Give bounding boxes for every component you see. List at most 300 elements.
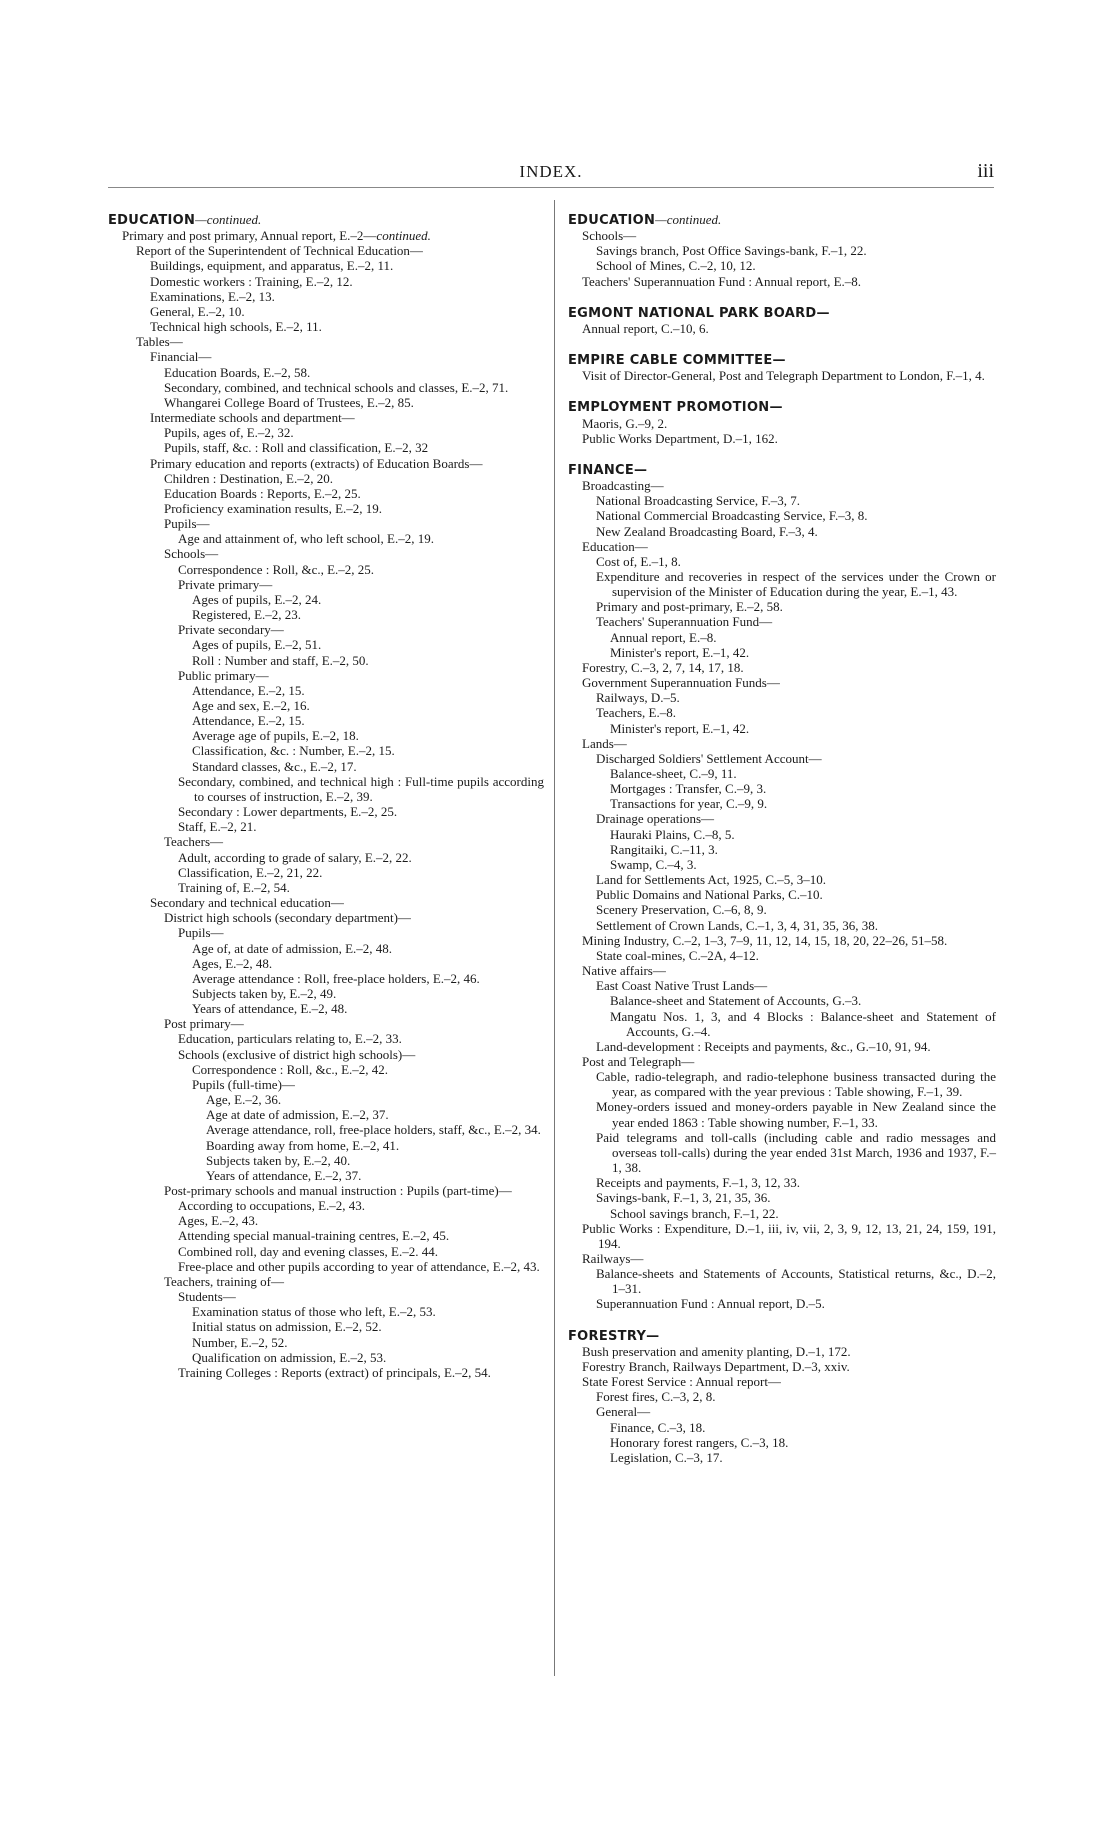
- entry-text: Education—: [582, 538, 648, 554]
- entry-text: Annual report, C.–10, 6.: [582, 320, 709, 336]
- index-entry: [108, 1183, 544, 1198]
- entry-text: Public Works : Expenditure, D.–1, iii, iv, vii, 2, 3, 9, 12, 13, 21, 24, 159, 191, 194.: [582, 1220, 996, 1251]
- entry-text: Balance-sheet and Statement of Accounts, G.–3.: [610, 993, 862, 1009]
- entry-text: Buildings, equipment, and apparatus, E.–2, 11.: [150, 258, 394, 274]
- entry-text: FORESTRY—: [568, 1328, 660, 1344]
- entry-text: Training Colleges : Reports (extract) of principals, E.–2, 54.: [178, 1364, 491, 1380]
- index-entry: [108, 349, 544, 364]
- entry-text: Secondary, combined, and technical schools and classes, E.–2, 71.: [164, 379, 509, 395]
- entry-text: Education Boards, E.–2, 58.: [164, 364, 311, 380]
- entry-text: Average attendance, roll, free-place holders, staff, &c., E.–2, 34.: [206, 1122, 541, 1138]
- entry-text: General, E.–2, 10.: [150, 303, 245, 319]
- header-rule: [108, 187, 994, 188]
- index-column-right: [568, 212, 996, 1465]
- entry-text: Number, E.–2, 52.: [192, 1334, 288, 1350]
- entry-text: Domestic workers : Training, E.–2, 12.: [150, 273, 353, 289]
- entry-text: Maoris, G.–9, 2.: [582, 415, 668, 431]
- index-entry: [108, 1031, 544, 1046]
- index-entry: [568, 948, 996, 963]
- index-entry: [568, 1296, 996, 1311]
- index-heading: [568, 1329, 996, 1344]
- entry-text: Cost of, E.–1, 8.: [596, 553, 681, 569]
- entry-text: Classification, E.–2, 21, 22.: [178, 864, 323, 880]
- index-entry: [568, 1130, 996, 1175]
- index-entry: [568, 1175, 996, 1190]
- index-entry: [108, 1365, 544, 1380]
- index-entry: [568, 842, 996, 857]
- entry-text: Adult, according to grade of salary, E.–2, 22.: [178, 849, 412, 865]
- index-entry: [108, 1107, 544, 1122]
- entry-text: Standard classes, &c., E.–2, 17.: [192, 758, 357, 774]
- entry-text: Cable, radio-telegraph, and radio-telephone business transacted during the year, as compared with the year previous : Table showing, F.–1, 39.: [596, 1069, 996, 1100]
- index-entry: [568, 1221, 996, 1251]
- index-entry: [108, 1335, 544, 1350]
- index-entry: [568, 1099, 996, 1129]
- entry-text: Minister's report, E.–1, 42.: [610, 644, 750, 660]
- index-entry: [568, 1190, 996, 1205]
- index-entry: [568, 1359, 996, 1374]
- index-entry: [568, 321, 996, 336]
- index-heading: [568, 212, 996, 228]
- index-entry: [568, 416, 996, 431]
- index-entry: [568, 1054, 996, 1069]
- entry-text: Age, E.–2, 36.: [206, 1092, 282, 1108]
- index-entry: [108, 486, 544, 501]
- entry-text: Examinations, E.–2, 13.: [150, 288, 275, 304]
- index-entry: [108, 607, 544, 622]
- index-entry: [108, 410, 544, 425]
- page-number: iii: [977, 160, 994, 182]
- entry-text: Mortgages : Transfer, C.–9, 3.: [610, 781, 767, 797]
- continued-note: —continued.: [655, 212, 722, 227]
- index-entry: [108, 971, 544, 986]
- index-entry: [568, 1251, 996, 1266]
- index-entry: [108, 1274, 544, 1289]
- entry-text: Visit of Director-General, Post and Telegraph Department to London, F.–1, 4.: [582, 368, 985, 384]
- entry-text: Private secondary—: [178, 622, 284, 638]
- index-entry: [568, 751, 996, 766]
- entry-text: Money-orders issued and money-orders payable in New Zealand since the year ended 1863 : Table showing number, F.–1, 33.: [596, 1099, 996, 1130]
- entry-text: Roll : Number and staff, E.–2, 50.: [192, 652, 369, 668]
- index-entry: [108, 1319, 544, 1334]
- index-entry: [108, 1016, 544, 1031]
- continued-note: continued.: [376, 228, 431, 244]
- entry-text: Ages of pupils, E.–2, 24.: [192, 591, 322, 607]
- entry-text: Land for Settlements Act, 1925, C.–5, 3–10.: [596, 872, 827, 888]
- entry-text: Average age of pupils, E.–2, 18.: [192, 728, 359, 744]
- index-entry: [108, 1213, 544, 1228]
- continued-note: —continued.: [195, 212, 262, 227]
- entry-text: Balance-sheets and Statements of Accounts, Statistical returns, &c., D.–2, 1–31.: [596, 1266, 996, 1297]
- entry-text: Mangatu Nos. 1, 3, and 4 Blocks : Balance-sheet and Statement of Accounts, G.–4.: [610, 1008, 996, 1039]
- index-entry: [568, 1009, 996, 1039]
- index-entry: [108, 425, 544, 440]
- entry-text: Age and attainment of, who left school, E.–2, 19.: [178, 531, 434, 547]
- entry-text: Post and Telegraph—: [582, 1053, 695, 1069]
- entry-text: EDUCATION: [108, 213, 196, 228]
- index-entry: [108, 546, 544, 561]
- index-entry: [568, 508, 996, 523]
- entry-text: Post primary—: [164, 1016, 244, 1032]
- index-entry: [108, 289, 544, 304]
- index-entry: [568, 993, 996, 1008]
- index-entry: [568, 827, 996, 842]
- index-heading: [568, 400, 996, 415]
- entry-text: Intermediate schools and department—: [150, 410, 355, 426]
- entry-text: Education Boards : Reports, E.–2, 25.: [164, 485, 361, 501]
- entry-text: Years of attendance, E.–2, 37.: [206, 1167, 362, 1183]
- index-entry: [568, 630, 996, 645]
- index-entry: [568, 368, 996, 383]
- entry-text: Teachers' Superannuation Fund—: [596, 614, 773, 630]
- entry-text: Transactions for year, C.–9, 9.: [610, 796, 768, 812]
- index-entry: [108, 834, 544, 849]
- index-entry: [108, 516, 544, 531]
- entry-text: Pupils—: [164, 516, 210, 532]
- entry-text: Registered, E.–2, 23.: [192, 607, 302, 623]
- entry-text: Discharged Soldiers' Settlement Account—: [596, 750, 822, 766]
- index-entry: [568, 872, 996, 887]
- index-entry: [568, 902, 996, 917]
- index-entry: [108, 819, 544, 834]
- index-entry: [568, 274, 996, 289]
- index-entry: [108, 956, 544, 971]
- entry-text: Children : Destination, E.–2, 20.: [164, 470, 333, 486]
- index-entry: [108, 440, 544, 455]
- entry-text: Pupils (full-time)—: [192, 1076, 295, 1092]
- index-entry: [108, 713, 544, 728]
- index-entry: [108, 1259, 544, 1274]
- entry-text: FINANCE—: [568, 462, 648, 478]
- entry-text: Railways—: [582, 1251, 644, 1266]
- entry-text: Teachers, training of—: [164, 1273, 285, 1289]
- index-entry: [108, 1122, 544, 1137]
- entry-text: Settlement of Crown Lands, C.–1, 3, 4, 31, 35, 36, 38.: [596, 917, 879, 933]
- entry-text: Examination status of those who left, E.–2, 53.: [192, 1304, 436, 1320]
- entry-text: Land-development : Receipts and payments, &c., G.–10, 91, 94.: [596, 1038, 931, 1054]
- entry-text: Post-primary schools and manual instruction : Pupils (part-time)—: [164, 1183, 512, 1198]
- entry-text: General—: [596, 1404, 651, 1420]
- entry-text: Attending special manual-training centres, E.–2, 45.: [178, 1228, 450, 1244]
- entry-text: Superannuation Fund : Annual report, D.–5.: [596, 1296, 825, 1312]
- entry-text: National Broadcasting Service, F.–3, 7.: [596, 493, 801, 509]
- entry-text: Teachers—: [164, 834, 224, 850]
- index-entry: [108, 683, 544, 698]
- index-entry: [108, 274, 544, 289]
- entry-text: Savings-bank, F.–1, 3, 21, 35, 36.: [596, 1190, 771, 1206]
- index-entry: [568, 258, 996, 273]
- entry-text: East Coast Native Trust Lands—: [596, 978, 768, 994]
- entry-text: Report of the Superintendent of Technical Education—: [136, 243, 423, 259]
- index-entry: [568, 705, 996, 720]
- index-heading: [568, 306, 996, 321]
- index-entry: [108, 698, 544, 713]
- entry-text: Rangitaiki, C.–11, 3.: [610, 841, 718, 857]
- index-entry: [108, 804, 544, 819]
- index-entry: [108, 925, 544, 940]
- index-entry: [108, 1062, 544, 1077]
- entry-text: School savings branch, F.–1, 22.: [610, 1205, 779, 1221]
- entry-text: State coal-mines, C.–2A, 4–12.: [596, 947, 759, 963]
- page-header: [108, 160, 994, 190]
- index-entry: [108, 1138, 544, 1153]
- entry-text: Years of attendance, E.–2, 48.: [192, 1001, 348, 1017]
- entry-text: Public Domains and National Parks, C.–10.: [596, 887, 823, 903]
- page-title: INDEX.: [519, 162, 583, 181]
- entry-text: Forestry, C.–3, 2, 7, 14, 17, 18.: [582, 659, 744, 675]
- index-entry: [568, 431, 996, 446]
- index-entry: [108, 1168, 544, 1183]
- entry-text: Minister's report, E.–1, 42.: [610, 720, 750, 736]
- entry-text: Public primary—: [178, 667, 269, 683]
- index-entry: [108, 1077, 544, 1092]
- entry-text: Savings branch, Post Office Savings-bank, F.–1, 22.: [596, 243, 867, 259]
- index-entry: [108, 334, 544, 349]
- entry-text: Secondary : Lower departments, E.–2, 25.: [178, 804, 398, 820]
- entry-text: Ages of pupils, E.–2, 51.: [192, 637, 322, 653]
- index-entry: [568, 918, 996, 933]
- index-entry: [568, 796, 996, 811]
- index-entry: [108, 471, 544, 486]
- index-entry: [108, 1304, 544, 1319]
- entry-text: Attendance, E.–2, 15.: [192, 682, 305, 698]
- index-entry: [568, 1420, 996, 1435]
- entry-text: Age at date of admission, E.–2, 37.: [206, 1107, 389, 1123]
- index-entry: [108, 728, 544, 743]
- index-entry: [108, 850, 544, 865]
- entry-text: Legislation, C.–3, 17.: [610, 1449, 723, 1465]
- entry-text: Secondary and technical education—: [150, 895, 344, 911]
- index-entry: [108, 319, 544, 334]
- index-entry: [568, 811, 996, 826]
- index-entry: [568, 645, 996, 660]
- entry-text: Proficiency examination results, E.–2, 19.: [164, 500, 383, 516]
- index-entry: [568, 554, 996, 569]
- index-heading: [568, 463, 996, 478]
- index-entry: [568, 1266, 996, 1296]
- entry-text: Swamp, C.–4, 3.: [610, 856, 697, 872]
- index-entry: [108, 653, 544, 668]
- entry-text: Forestry Branch, Railways Department, D.–3, xxiv.: [582, 1358, 850, 1374]
- index-entry: [108, 1350, 544, 1365]
- index-entry: [108, 531, 544, 546]
- entry-text: Honorary forest rangers, C.–3, 18.: [610, 1434, 789, 1450]
- index-entry: [568, 243, 996, 258]
- index-entry: [568, 228, 996, 243]
- entry-text: Broadcasting—: [582, 478, 664, 494]
- entry-text: Secondary, combined, and technical high : Full-time pupils according to courses of instruction, E.–2, 39.: [178, 773, 544, 804]
- index-entry: [108, 592, 544, 607]
- index-entry: [568, 857, 996, 872]
- index-entry: [108, 562, 544, 577]
- entry-text: Initial status on admission, E.–2, 52.: [192, 1319, 382, 1335]
- entry-text: EGMONT NATIONAL PARK BOARD—: [568, 305, 830, 321]
- index-entry: [108, 1001, 544, 1016]
- index-entry: [568, 614, 996, 629]
- index-entry: [568, 781, 996, 796]
- entry-text: According to occupations, E.–2, 43.: [178, 1198, 366, 1214]
- column-divider: [554, 200, 555, 1676]
- index-entry: [568, 887, 996, 902]
- index-entry: [568, 963, 996, 978]
- entry-text: National Commercial Broadcasting Service, F.–3, 8.: [596, 508, 868, 524]
- index-entry: [568, 539, 996, 554]
- entry-text: Expenditure and recoveries in respect of the services under the Crown or supervision of the Minister of Education during the year, E.–1, 43.: [596, 568, 996, 600]
- entry-text: Native affairs—: [582, 963, 666, 979]
- entry-text: Pupils—: [178, 925, 224, 941]
- index-column-left: [108, 212, 544, 1380]
- entry-text: Receipts and payments, F.–1, 3, 12, 33.: [596, 1175, 801, 1191]
- entry-text: Combined roll, day and evening classes, E.–2. 44.: [178, 1243, 438, 1259]
- entry-text: District high schools (secondary department)—: [164, 910, 411, 926]
- index-entry: [568, 978, 996, 993]
- entry-text: Finance, C.–3, 18.: [610, 1419, 706, 1435]
- index-entry: [108, 895, 544, 910]
- index-entry: [108, 941, 544, 956]
- entry-text: EDUCATION: [568, 213, 656, 228]
- index-entry: [108, 243, 544, 258]
- entry-text: Hauraki Plains, C.–8, 5.: [610, 826, 735, 842]
- entry-text: Public Works Department, D.–1, 162.: [582, 430, 778, 446]
- index-entry: [108, 258, 544, 273]
- index-entry: [108, 986, 544, 1001]
- entry-text: Teachers, E.–8.: [596, 705, 676, 721]
- index-entry: [568, 1435, 996, 1450]
- entry-text: Pupils, ages of, E.–2, 32.: [164, 425, 294, 441]
- entry-text: Schools—: [164, 546, 219, 562]
- entry-text: School of Mines, C.–2, 10, 12.: [596, 258, 756, 274]
- index-entry: [108, 774, 544, 804]
- index-entry: [108, 1092, 544, 1107]
- entry-text: Primary and post-primary, E.–2, 58.: [596, 599, 783, 615]
- index-entry: [568, 933, 996, 948]
- index-entry: [568, 690, 996, 705]
- entry-text: Free-place and other pupils according to year of attendance, E.–2, 43.: [178, 1258, 540, 1274]
- index-entry: [108, 304, 544, 319]
- index-entry: [108, 668, 544, 683]
- index-entry: [568, 675, 996, 690]
- index-entry: [568, 1404, 996, 1419]
- entry-text: Ages, E.–2, 43.: [178, 1213, 259, 1229]
- entry-text: Students—: [178, 1289, 236, 1305]
- index-entry: [108, 622, 544, 637]
- entry-text: Schools (exclusive of district high schools)—: [178, 1046, 416, 1062]
- index-entry: [568, 1389, 996, 1404]
- index-entry: [568, 599, 996, 614]
- entry-text: EMPIRE CABLE COMMITTEE—: [568, 353, 786, 369]
- entry-text: Staff, E.–2, 21.: [178, 819, 257, 835]
- index-entry: [568, 478, 996, 493]
- entry-text: Pupils, staff, &c. : Roll and classification, E.–2, 32: [164, 440, 429, 456]
- index-entry: [568, 493, 996, 508]
- entry-text: Education, particulars relating to, E.–2, 33.: [178, 1031, 402, 1047]
- entry-text: Age of, at date of admission, E.–2, 48.: [192, 940, 393, 956]
- index-entry: [568, 1069, 996, 1099]
- index-entry: [568, 1344, 996, 1359]
- index-entry: [108, 1153, 544, 1168]
- entry-text: Age and sex, E.–2, 16.: [192, 698, 310, 713]
- entry-text: Balance-sheet, C.–9, 11.: [610, 766, 737, 781]
- index-entry: [108, 865, 544, 880]
- index-entry: [568, 660, 996, 675]
- index-heading: [108, 212, 544, 228]
- entry-text: Subjects taken by, E.–2, 49.: [192, 985, 337, 1001]
- index-entry: [108, 759, 544, 774]
- entry-text: Schools—: [582, 228, 637, 244]
- entry-text: Technical high schools, E.–2, 11.: [150, 319, 322, 335]
- entry-text: Annual report, E.–8.: [610, 629, 717, 645]
- index-entry: [568, 1206, 996, 1221]
- index-entry: [108, 637, 544, 652]
- entry-text: Private primary—: [178, 576, 273, 592]
- entry-text: Ages, E.–2, 48.: [192, 955, 273, 971]
- index-entry: [108, 1289, 544, 1304]
- entry-text: Primary education and reports (extracts) of Education Boards—: [150, 455, 483, 471]
- index-entry: [108, 501, 544, 516]
- entry-text: Forest fires, C.–3, 2, 8.: [596, 1389, 716, 1405]
- index-entry: [568, 569, 996, 599]
- index-entry: [108, 880, 544, 895]
- entry-text: Boarding away from home, E.–2, 41.: [206, 1137, 400, 1153]
- entry-text: Classification, &c. : Number, E.–2, 15.: [192, 743, 395, 759]
- index-entry: [108, 395, 544, 410]
- entry-text: New Zealand Broadcasting Board, F.–3, 4.: [596, 523, 818, 539]
- index-entry: [568, 1450, 996, 1465]
- index-entry: [108, 1198, 544, 1213]
- entry-text: Average attendance : Roll, free-place holders, E.–2, 46.: [192, 970, 480, 986]
- index-heading: [568, 353, 996, 368]
- entry-text: Scenery Preservation, C.–6, 8, 9.: [596, 902, 767, 918]
- entry-text: Correspondence : Roll, &c., E.–2, 25.: [178, 561, 375, 577]
- entry-text: Bush preservation and amenity planting, D.–1, 172.: [582, 1343, 851, 1359]
- entry-text: Training of, E.–2, 54.: [178, 879, 290, 895]
- index-entry: [108, 365, 544, 380]
- index-entry: [568, 524, 996, 539]
- entry-text: Paid telegrams and toll-calls (including cable and radio messages and overseas toll-calls) during the year ended 31st March, 1936 and 1937, F.–1, 38.: [596, 1129, 996, 1176]
- entry-text: State Forest Service : Annual report—: [582, 1374, 781, 1390]
- entry-text: Government Superannuation Funds—: [582, 675, 780, 691]
- entry-text: Teachers' Superannuation Fund : Annual report, E.–8.: [582, 273, 862, 289]
- index-entry: [568, 1039, 996, 1054]
- entry-text: Attendance, E.–2, 15.: [192, 713, 305, 729]
- index-entry: [108, 228, 544, 243]
- index-entry: [108, 380, 544, 395]
- entry-text: Whangarei College Board of Trustees, E.–2, 85.: [164, 394, 414, 410]
- entry-text: Qualification on admission, E.–2, 53.: [192, 1349, 387, 1365]
- index-entry: [568, 736, 996, 751]
- entry-text: Drainage operations—: [596, 811, 715, 827]
- entry-text: Correspondence : Roll, &c., E.–2, 42.: [192, 1061, 389, 1077]
- entry-text: Tables—: [136, 334, 183, 350]
- index-entry: [108, 1244, 544, 1259]
- index-entry: [108, 577, 544, 592]
- entry-text: EMPLOYMENT PROMOTION—: [568, 400, 783, 416]
- entry-text: Mining Industry, C.–2, 1–3, 7–9, 11, 12, 14, 15, 18, 20, 22–26, 51–58.: [582, 932, 948, 948]
- index-entry: [108, 1228, 544, 1243]
- index-entry: [568, 1374, 996, 1389]
- index-entry: [568, 766, 996, 781]
- entry-text: Lands—: [582, 735, 627, 751]
- index-entry: [108, 1047, 544, 1062]
- index-entry: [108, 910, 544, 925]
- entry-text: Primary and post primary, Annual report, E.–2—: [122, 228, 377, 244]
- entry-text: Subjects taken by, E.–2, 40.: [206, 1152, 351, 1168]
- index-entry: [108, 743, 544, 758]
- index-entry: [108, 456, 544, 471]
- index-entry: [568, 721, 996, 736]
- entry-text: Financial—: [150, 349, 212, 365]
- entry-text: Railways, D.–5.: [596, 690, 680, 706]
